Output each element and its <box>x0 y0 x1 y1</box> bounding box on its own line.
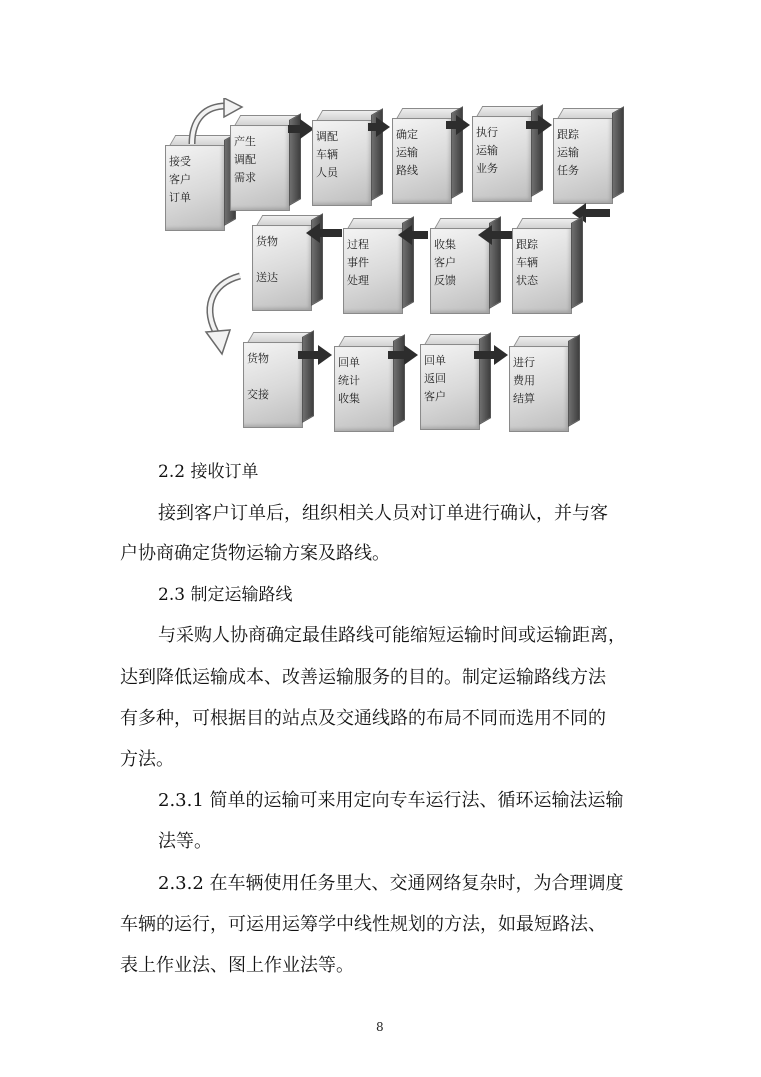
flow-step-label: 收集 客户 反馈 <box>434 238 456 287</box>
paragraph-line: 达到降低运输成本、改善运输服务的目的。制定运输路线方法 <box>120 667 606 688</box>
paragraph-line: 有多种，可根据目的站点及交通线路的布局不同而选用不同的 <box>120 708 606 729</box>
flow-step-label: 接受 客户 订单 <box>169 155 191 204</box>
flow-arrow-left <box>306 226 342 240</box>
flow-step-label: 回单 返回 客户 <box>424 354 446 403</box>
flow-step-label: 调配 车辆 人员 <box>316 130 338 179</box>
flow-step-label: 执行 运输 业务 <box>476 126 498 175</box>
section-heading: 2.2 接收订单 <box>158 462 259 482</box>
flow-step-label: 货物 送达 <box>256 235 278 284</box>
paragraph-line: 接到客户订单后，组织相关人员对订单进行确认，并与客 <box>158 503 608 524</box>
paragraph-line: 法等。 <box>158 831 212 852</box>
flow-step-label: 过程 事件 处理 <box>347 238 369 287</box>
process-flowchart <box>0 0 761 450</box>
flow-arrow-right <box>388 348 418 362</box>
flow-step-label: 货物 交接 <box>247 352 269 401</box>
page-number: 8 <box>376 1020 384 1034</box>
flow-arrow-right <box>474 348 508 362</box>
flow-arrow-right <box>446 118 470 132</box>
paragraph-line: 户协商确定货物运输方案及路线。 <box>120 543 390 564</box>
paragraph-line: 方法。 <box>120 749 174 770</box>
flow-step-label: 跟踪 车辆 状态 <box>516 238 538 287</box>
paragraph-line: 2.3.2 在车辆使用任务里大、交通网络复杂时，为合理调度 <box>158 873 624 894</box>
flow-step-label: 产生 调配 需求 <box>234 135 256 184</box>
flow-arrow-right <box>298 348 332 362</box>
paragraph-line: 车辆的运行，可运用运筹学中线性规划的方法，如最短路法、 <box>120 914 606 935</box>
section-heading: 2.3 制定运输路线 <box>158 585 293 605</box>
flow-step-label: 进行 费用 结算 <box>513 356 535 405</box>
flow-arrow-right <box>288 122 314 136</box>
flow-step-label: 跟踪 运输 任务 <box>557 128 579 177</box>
flow-step-label: 确定 运输 路线 <box>396 128 418 177</box>
flow-arrow-left <box>478 228 512 242</box>
paragraph-line: 2.3.1 简单的运输可来用定向专车运行法、循环运输法运输 <box>158 790 624 811</box>
paragraph-line: 与采购人协商确定最佳路线可能缩短运输时间或运输距离， <box>158 625 626 646</box>
flow-arrow-right <box>368 120 390 134</box>
flow-step-label: 回单 统计 收集 <box>338 356 360 405</box>
flow-arrow-left <box>398 228 428 242</box>
paragraph-line: 表上作业法、图上作业法等。 <box>120 955 354 976</box>
curved-arrow-icon <box>196 270 256 360</box>
flow-arrow-right <box>526 118 552 132</box>
curved-arrow-icon <box>186 98 246 148</box>
